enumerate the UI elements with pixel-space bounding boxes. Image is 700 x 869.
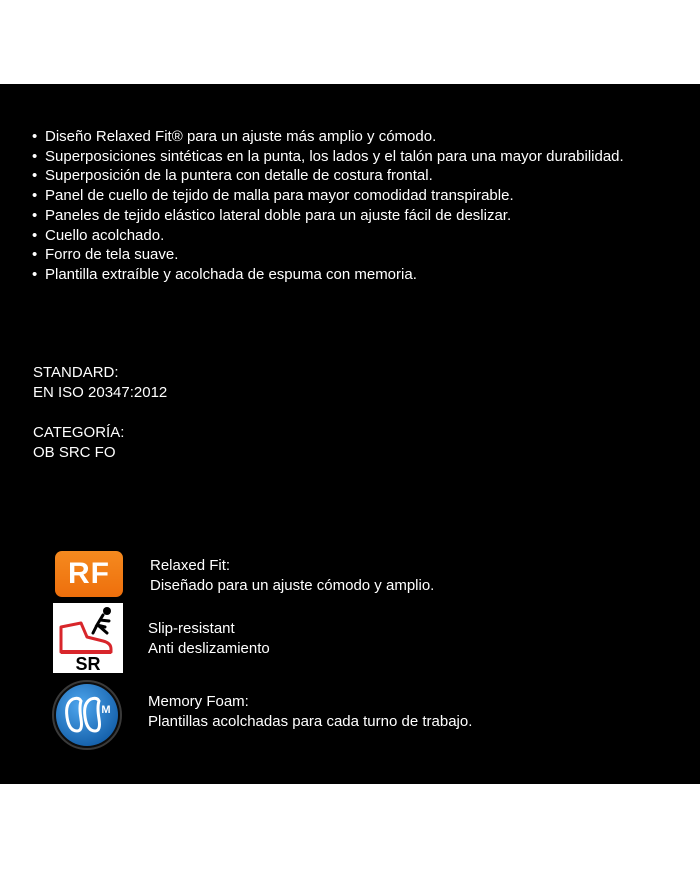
category-spec [33,423,124,463]
bullet-icon: • [32,206,38,224]
standard-label: STANDARD: [33,364,119,381]
feature-item: • Superposiciones sintéticas en la punta, los lados y el talón para una mayor durabilidad. [32,147,624,165]
bullet-icon: • [32,187,38,205]
relaxed-fit-icon: RF [55,551,123,597]
bullet-icon: • [32,167,38,185]
standard-spec [33,363,167,403]
relaxed-fit-text [150,556,434,596]
memory-foam-description: Plantillas acolchadas para cada turno de trabajo. [148,713,473,730]
standard-value: EN ISO 20347:2012 [33,384,168,401]
product-details-panel [0,84,700,784]
feature-item: • Panel de cuello de tejido de malla para mayor comodidad transpirable. [32,187,514,205]
bullet-icon: • [32,128,38,145]
feature-item: • Diseño Relaxed Fit® para un ajuste más amplio y cómodo. [32,128,437,145]
slip-resistant-icon [53,603,123,673]
feature-item: • Plantilla extraíble y acolchada de espuma con memoria. [32,265,417,283]
feature-item: • Paneles de tejido elástico lateral doble para un ajuste fácil de deslizar. [32,206,512,224]
bullet-icon: • [32,246,38,264]
bullet-icon: • [32,226,38,244]
memory-foam-title: Memory Foam: [148,693,249,710]
relaxed-fit-title: Relaxed Fit: [150,557,231,574]
feature-item: • Superposición de la puntera con detalle de costura frontal. [32,167,433,185]
feature-item: • Cuello acolchado. [32,226,165,244]
relaxed-fit-description: Diseñado para un ajuste cómodo y amplio. [150,577,435,594]
bullet-icon: • [32,265,38,283]
slip-resistant-text [148,619,270,659]
memory-foam-icon-text: M [101,704,111,716]
category-value: OB SRC FO [33,444,116,461]
memory-foam-icon [51,679,123,751]
feature-list [31,127,624,285]
category-label: CATEGORÍA: [33,424,125,441]
slip-resistant-icon-text: SR [75,654,101,673]
bullet-icon: • [32,147,38,165]
memory-foam-text [148,692,472,732]
feature-item: • Forro de tela suave. [32,246,179,264]
slip-resistant-description: Anti deslizamiento [148,640,270,657]
slip-resistant-title: Slip-resistant [148,620,235,637]
